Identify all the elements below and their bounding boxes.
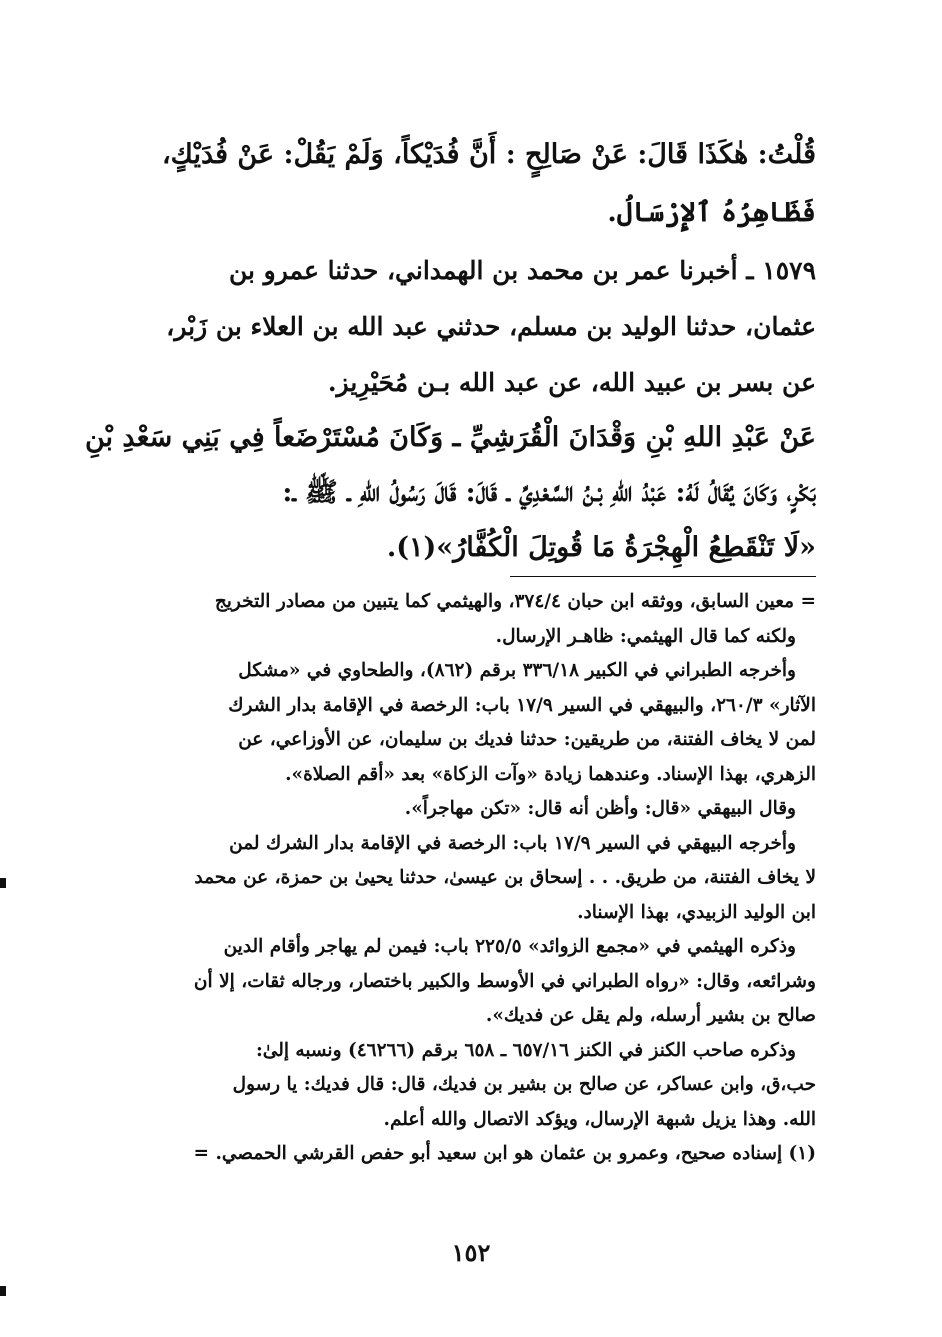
footnote-line: وذكره صاحب الكنز في الكنز ٦٥٧/١٦ ـ ٦٥٨ برقم (٤٦٢٦٦) ونسبه إلىٰ:: [255, 1039, 796, 1061]
main-paragraph-1: [96, 126, 816, 242]
main-paragraph-3: [84, 410, 816, 575]
text-line: عن بسر بن عبيد الله، عن عبد الله بـن مُحَيْرِيز.: [327, 368, 816, 397]
footnote-line: وشرائعه، وقال: «رواه الطبراني في الأوسط والكبير باختصار، ورجاله ثقات، إلا أن: [193, 970, 816, 992]
footnotes-block: [92, 585, 816, 1172]
footnote-line: (١) إسناده صحيح، وعمرو بن عثمان هو ابن سعيد أبو حفص القرشي الحمصي. =: [193, 1143, 816, 1164]
footnote-line: = معين السابق، ووثقه ابن حبان ٣٧٤/٤، والهيثمي كما يتبين من مصادر التخريج: [214, 591, 816, 612]
page-number: ١٥٢: [451, 1238, 491, 1267]
footnote-line: ابن الوليد الزبيدي، بهذا الإسناد.: [577, 901, 816, 923]
text-line: عَنْ عَبْدِ اللهِ بْنِ وَقْدَانَ الْقُرَشِيِّ ـ وَكَانَ مُسْتَرْضَعاً فِي بَنِي سَعْدِ بْنِ: [84, 422, 816, 453]
footnote-line: لمن لا يخاف الفتنة، من طريقين: حدثنا فديك بن سليمان، عن الأوزاعي، عن: [238, 729, 816, 750]
footnote-line: وقال البيهقي «قال: وأظن أنه قال: «تكن مهاجراً».: [404, 798, 796, 819]
footnote-line: وذكره الهيثمي في «مجمع الزوائد» ٢٢٥/٥ باب: فيمن لم يهاجر وأقام الدين: [223, 936, 796, 957]
text-line: قُلْتُ: هٰكَذَا قَالَ: عَنْ صَالِحٍ : أَنَّ فُدَيْكاً، وَلَمْ يَقُلْ: عَنْ فُدَيْكٍ،: [161, 139, 816, 170]
footnote-divider: [510, 576, 816, 577]
footnote-line: الزهري، بهذا الإسناد. وعندهما زيادة «وآت الزكاة» بعد «أقم الصلاة».: [285, 763, 816, 785]
footnote-line: وأخرجه البيهقي في السير ١٧/٩ باب: الرخصة في الإقامة بدار الشرك لمن: [229, 832, 796, 854]
footnote-line: حب،ق، وابن عساكر، عن صالح بن بشير بن فديك، قال: قال فديك: يا رسول: [232, 1074, 816, 1095]
footnote-line: وأخرجه الطبراني في الكبير ٣٣٦/١٨ برقم (٨٦٢)، والطحاوي في «مشكل: [238, 660, 796, 681]
footnote-line: الله. وهذا يزيل شبهة الإرسال، ويؤكد الاتصال والله أعلم.: [383, 1108, 816, 1130]
footnote-line: لا يخاف الفتنة، من طريق. . . إسحاق بن عيسىٰ، حدثنا يحيىٰ بن حمزة، عن محمد: [194, 867, 816, 888]
scan-margin-mark: [0, 1286, 6, 1296]
text-line: فَظَاهِرُهُ ٱلإِرْسَالُ.: [607, 197, 816, 228]
text-line: بَكْرٍ، وَكَانَ يُقَالُ لَهُ: عَبْدُ اللهِ بْـنُ السَّعْدِيِّ ـ قَالَ: قَالَ رَسُولُ اللهِ ـ ﷺ ـ:: [282, 477, 816, 508]
footnote-line: الآثار» ٢٦٠/٣، والبيهقي في السير ١٧/٩ باب: الرخصة في الإقامة بدار الشرك: [228, 694, 816, 716]
footnote-line: ولكنه كما قال الهيثمي: ظاهـر الإرسال.: [495, 625, 796, 647]
text-line: ١٥٧٩ ـ أخبرنا عمر بن محمد بن الهمداني، حدثنا عمرو بن: [228, 256, 816, 285]
main-paragraph-2: [96, 243, 816, 411]
text-line: عثمان، حدثنا الوليد بن مسلم، حدثني عبد الله بن العلاء بن زَبْر،: [166, 312, 816, 341]
scan-margin-mark: [0, 878, 6, 888]
footnote-line: صالح بن بشير أرسله، ولم يقل عن فديك».: [485, 1005, 816, 1026]
text-line: «لَا تَنْقَطِعُ الْهِجْرَةُ مَا قُوتِلَ الْكُفَّارُ»(١).: [386, 532, 816, 563]
